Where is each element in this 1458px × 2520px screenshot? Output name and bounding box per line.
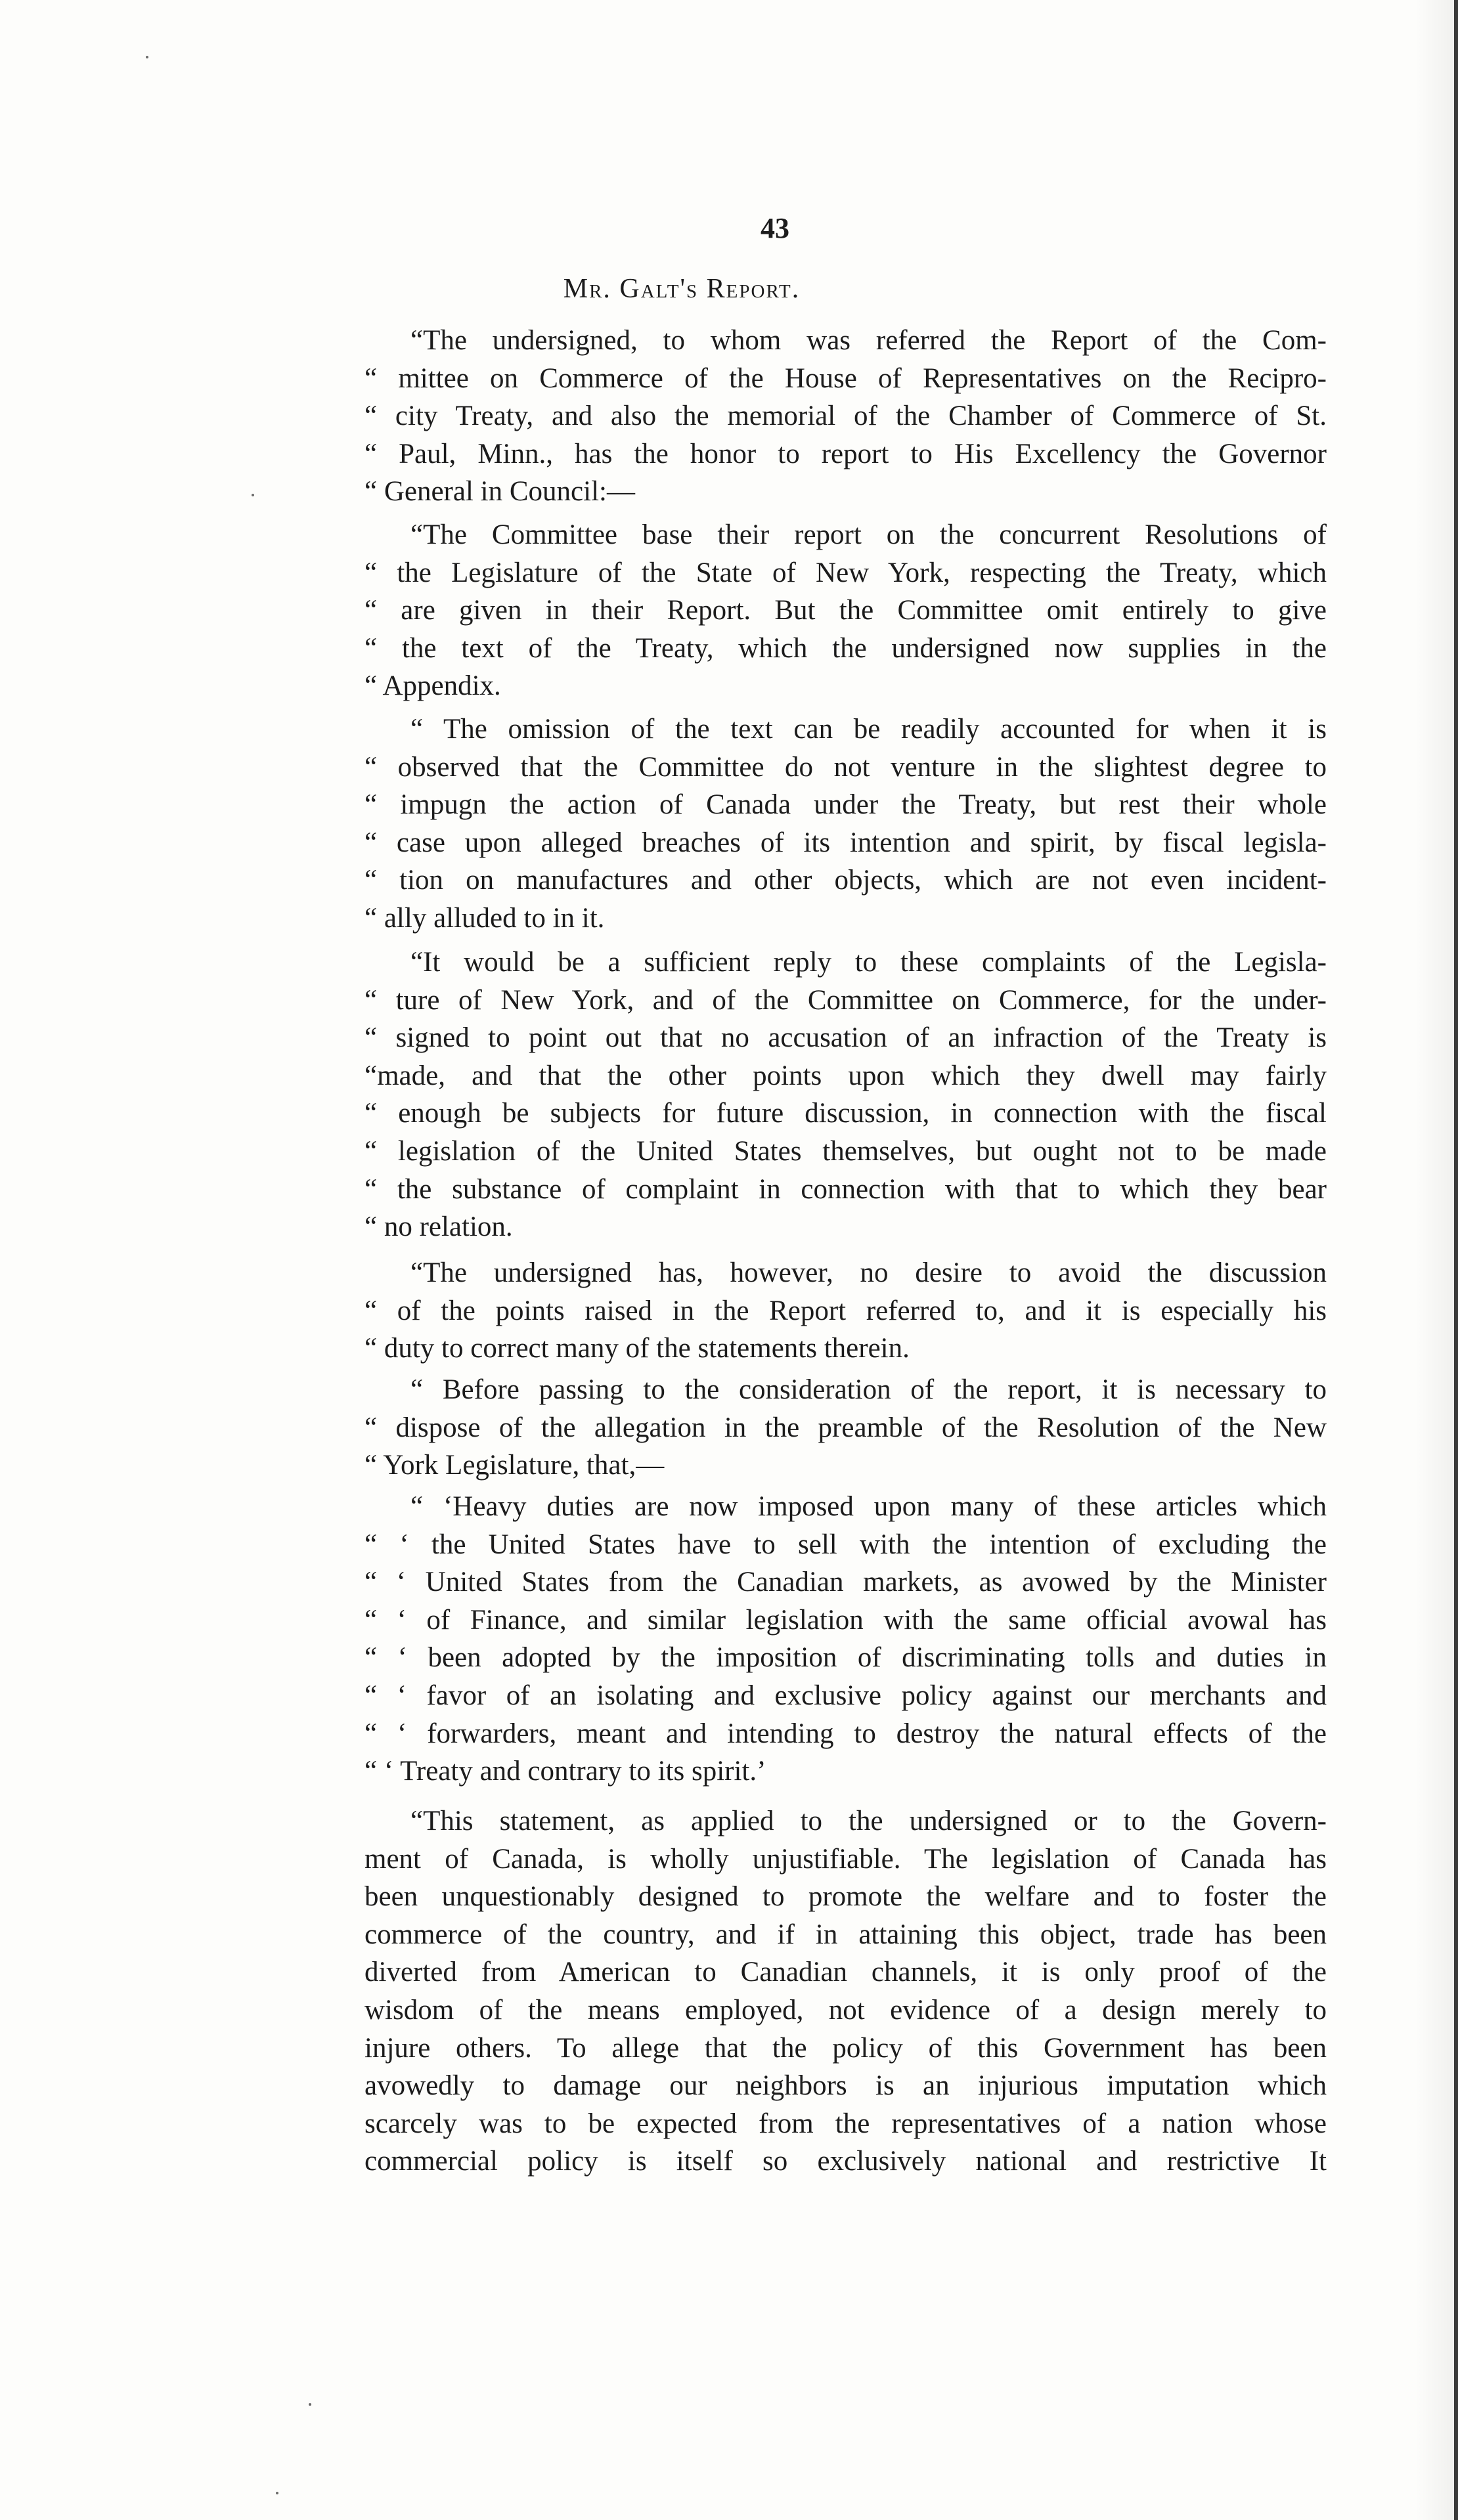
text-line: “ no relation. [364,1211,513,1243]
text-line: “ The omission of the text can be readily accounted for when it is [410,714,1327,745]
paragraph-1 [364,322,1327,511]
text-line: “ duty to correct many of the statements therein. [364,1333,910,1364]
text-line: “This statement, as applied to the undersigned or to the Govern- [410,1806,1327,1836]
paragraph-8 [364,1802,1327,2181]
text-line: “ impugn the action of Canada under the Treaty, but rest their whole [364,789,1327,821]
text-line: “ tion on manufactures and other objects, which are not even incident- [364,865,1327,896]
scan-speck [146,56,148,58]
text-line: “ the Legislature of the State of New York, respecting the Treaty, which [364,557,1327,588]
text-line: “ ‘ the United States have to sell with the intention of excluding the [364,1529,1327,1560]
text-line: “ enough be subjects for future discussion, in connection with the fiscal [364,1098,1327,1129]
scan-speck [276,2492,278,2494]
text-line: “It would be a sufficient reply to these complaints of the Legisla- [410,947,1327,978]
text-line: “ the substance of complaint in connection with that to which they bear [364,1173,1327,1205]
text-line: injure others. To allege that the policy of this Government has been [364,2032,1327,2064]
text-line: ment of Canada, is wholly unjustifiable. The legislation of Canada has [364,1843,1327,1875]
text-line: “ signed to point out that no accusation of an infraction of the Treaty is [364,1022,1327,1054]
text-line: “ ture of New York, and of the Committee on Commerce, for the under- [364,984,1327,1016]
paragraph-5 [364,1254,1327,1368]
text-line: “ Before passing to the consideration of the report, it is necessary to [410,1374,1327,1405]
text-line: “ city Treaty, and also the memorial of the Chamber of Commerce of St. [364,401,1327,432]
text-line: “The undersigned, to whom was referred the Report of the Com- [410,325,1327,356]
text-line: “ legislation of the United States themselves, but ought not to be made [364,1135,1327,1167]
text-line: “ ‘ United States from the Canadian markets, as avowed by the Minister [364,1567,1327,1598]
text-line: “ ‘ been adopted by the imposition of discriminating tolls and duties in [364,1642,1327,1674]
text-line: “ are given in their Report. But the Committee omit entirely to give [364,595,1327,626]
text-line: “ dispose of the allegation in the preamble of the Resolution of the New [364,1412,1327,1443]
text-line: “ ‘ favor of an isolating and exclusive policy against our merchants and [364,1680,1327,1711]
text-line: “ case upon alleged breaches of its intention and spirit, by fiscal legisla- [364,827,1327,858]
text-line: “ Appendix. [364,670,501,702]
text-line: “ ally alluded to in it. [364,902,605,934]
text-line: commerce of the country, and if in attaining this object, trade has been [364,1919,1327,1950]
text-line: “ York Legislature, that,— [364,1450,665,1481]
paragraph-4 [364,944,1327,1246]
page-number: 43 [761,212,789,244]
text-line: scarcely was to be expected from the representatives of a nation whose [364,2108,1327,2139]
text-line: “ ‘ of Finance, and similar legislation with the same official avowal has [364,1604,1327,1636]
text-line: “The Committee base their report on the concurrent Resolutions of [410,519,1327,550]
text-line: wisdom of the means employed, not evidence of a design merely to [364,1994,1327,2026]
text-line: “ ‘ Treaty and contrary to its spirit.’ [364,1756,766,1787]
text-line: “ of the points raised in the Report referred to, and it is especially his [364,1295,1327,1326]
text-line: “ ‘Heavy duties are now imposed upon many of these articles which [410,1491,1327,1522]
scan-speck [252,494,254,496]
text-line: commercial policy is itself so exclusively national and restrictive It [364,2146,1327,2177]
text-line: “ the text of the Treaty, which the undersigned now supplies in the [364,632,1327,664]
text-line: “ General in Council:— [364,476,635,508]
page-heading: Mr. Galt's Report. [563,274,801,304]
page-edge [1454,0,1458,2520]
paragraph-3 [364,710,1327,938]
text-line: “ mittee on Commerce of the House of Representatives on the Recipro- [364,362,1327,394]
text-line: “made, and that the other points upon which they dwell may fairly [364,1060,1327,1091]
text-line: been unquestionably designed to promote the welfare and to foster the [364,1881,1327,1913]
quoted-resolution [364,1488,1327,1791]
text-line: “The undersigned has, however, no desire to avoid the discussion [410,1257,1327,1288]
text-line: “ observed that the Committee do not venture in the slightest degree to [364,751,1327,783]
paragraph-6 [364,1371,1327,1485]
text-line: diverted from American to Canadian channels, it is only proof of the [364,1957,1327,1988]
scan-speck [309,2403,311,2406]
text-line: “ ‘ forwarders, meant and intending to destroy the natural effects of the [364,1718,1327,1749]
text-line: avowedly to damage our neighbors is an injurious imputation which [364,2070,1327,2102]
text-line: “ Paul, Minn., has the honor to report to His Excellency the Governor [364,438,1327,469]
page-fold-shade [1415,0,1454,2520]
paragraph-2 [364,516,1327,705]
